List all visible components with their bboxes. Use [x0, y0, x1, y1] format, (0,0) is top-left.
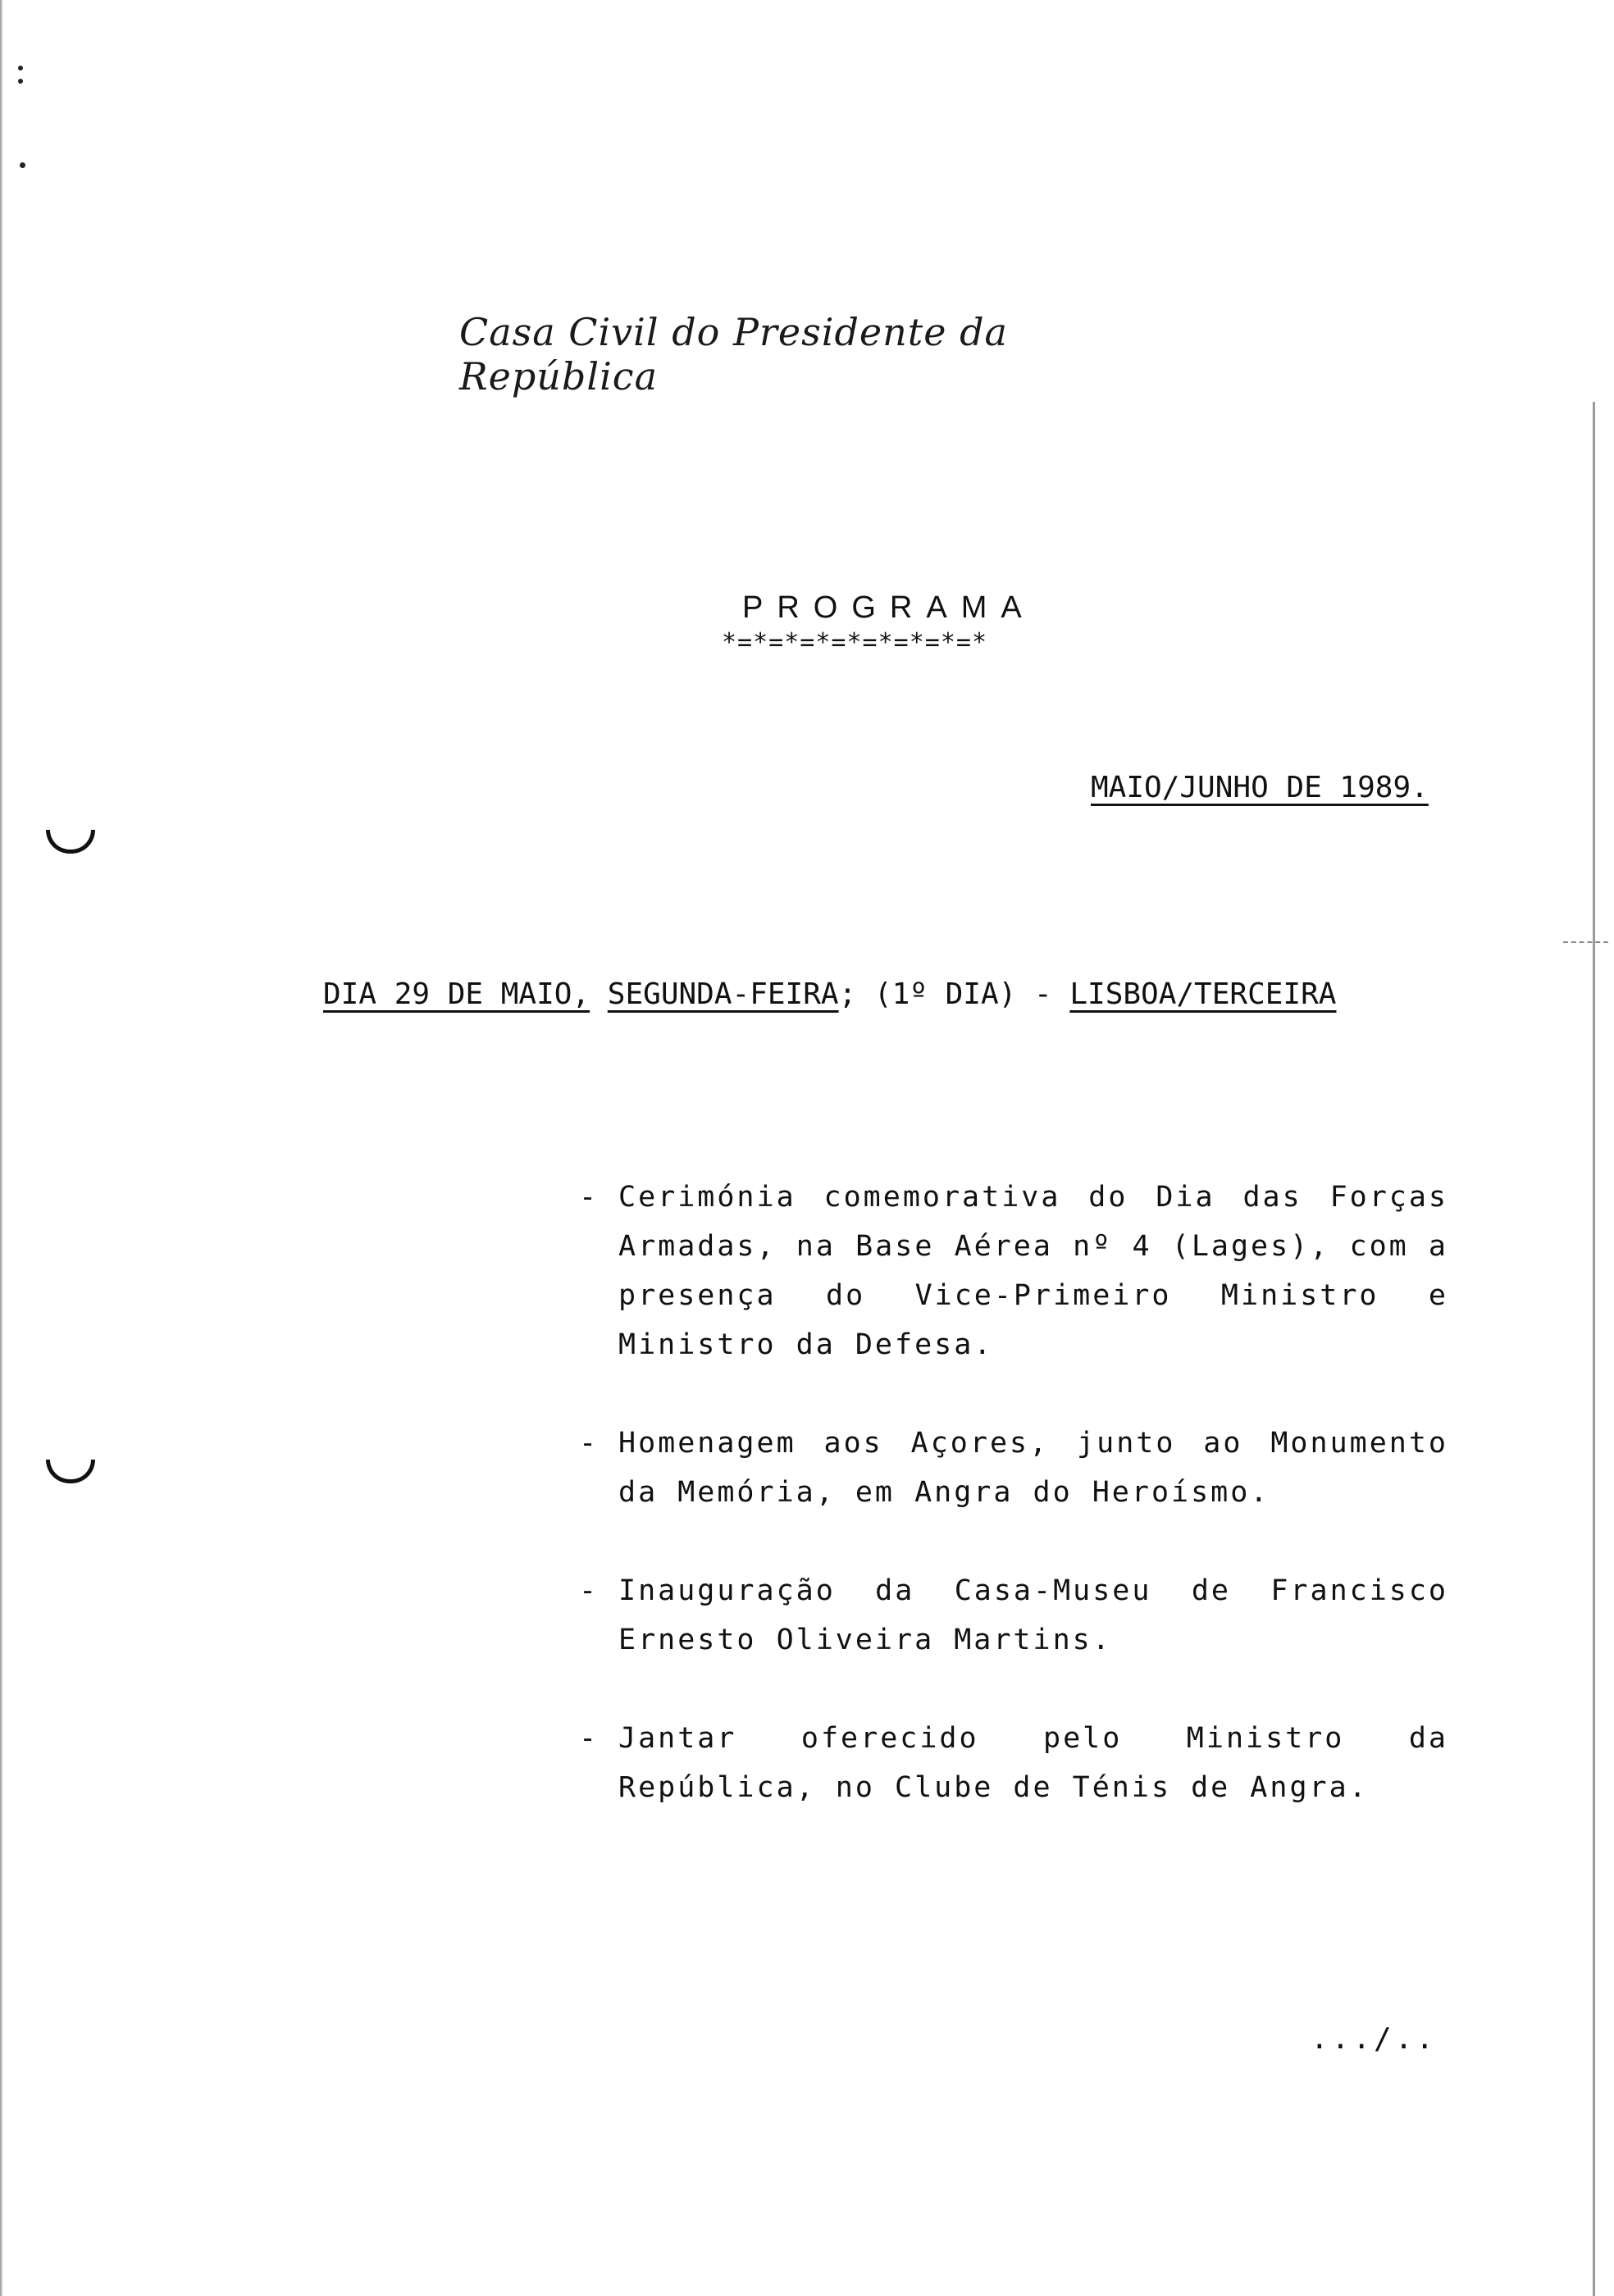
letterhead: Casa Civil do Presidente da República — [459, 310, 1008, 399]
scan-dash-mark — [1563, 941, 1608, 945]
day-number: (1º DIA) - — [856, 977, 1070, 1011]
event-item: - Homenagem aos Açores, junto ao Monumento da Memória, em Angra do Heroísmo. — [579, 1419, 1448, 1517]
day-location: LISBOA/TERCEIRA — [1069, 977, 1337, 1011]
day-heading — [323, 977, 1336, 1011]
scan-speck — [18, 66, 23, 71]
title-ornament: *=*=*=*=*=*=*=*=* — [722, 628, 988, 657]
page-title: PROGRAMA — [742, 590, 1036, 625]
scan-right-edge — [1593, 402, 1595, 2296]
day-weekday: SEGUNDA-FEIRA — [607, 977, 839, 1011]
event-item: - Jantar oferecido pelo Ministro da República, no Clube de Ténis de Angra. — [579, 1714, 1448, 1812]
punch-hole-mark — [46, 830, 95, 854]
document-date: MAIO/JUNHO DE 1989. — [1091, 771, 1429, 804]
scan-speck — [18, 79, 23, 84]
scan-left-edge — [0, 0, 2, 2296]
event-item: - Cerimónia comemorativa do Dia das Forças Armadas, na Base Aérea nº 4 (Lages), com a presença do Vice-Primeiro Ministro e Ministro da Defesa. — [579, 1173, 1448, 1369]
event-item: - Inauguração da Casa-Museu de Francisco Ernesto Oliveira Martins. — [579, 1566, 1448, 1665]
continuation-mark: .../.. — [1311, 2022, 1438, 2056]
day-separator: ; — [838, 977, 857, 1011]
event-list — [579, 1173, 1448, 1861]
day-date-label: DIA 29 DE MAIO, — [323, 977, 590, 1011]
punch-hole-mark — [46, 1460, 95, 1483]
scan-speck — [20, 162, 25, 168]
